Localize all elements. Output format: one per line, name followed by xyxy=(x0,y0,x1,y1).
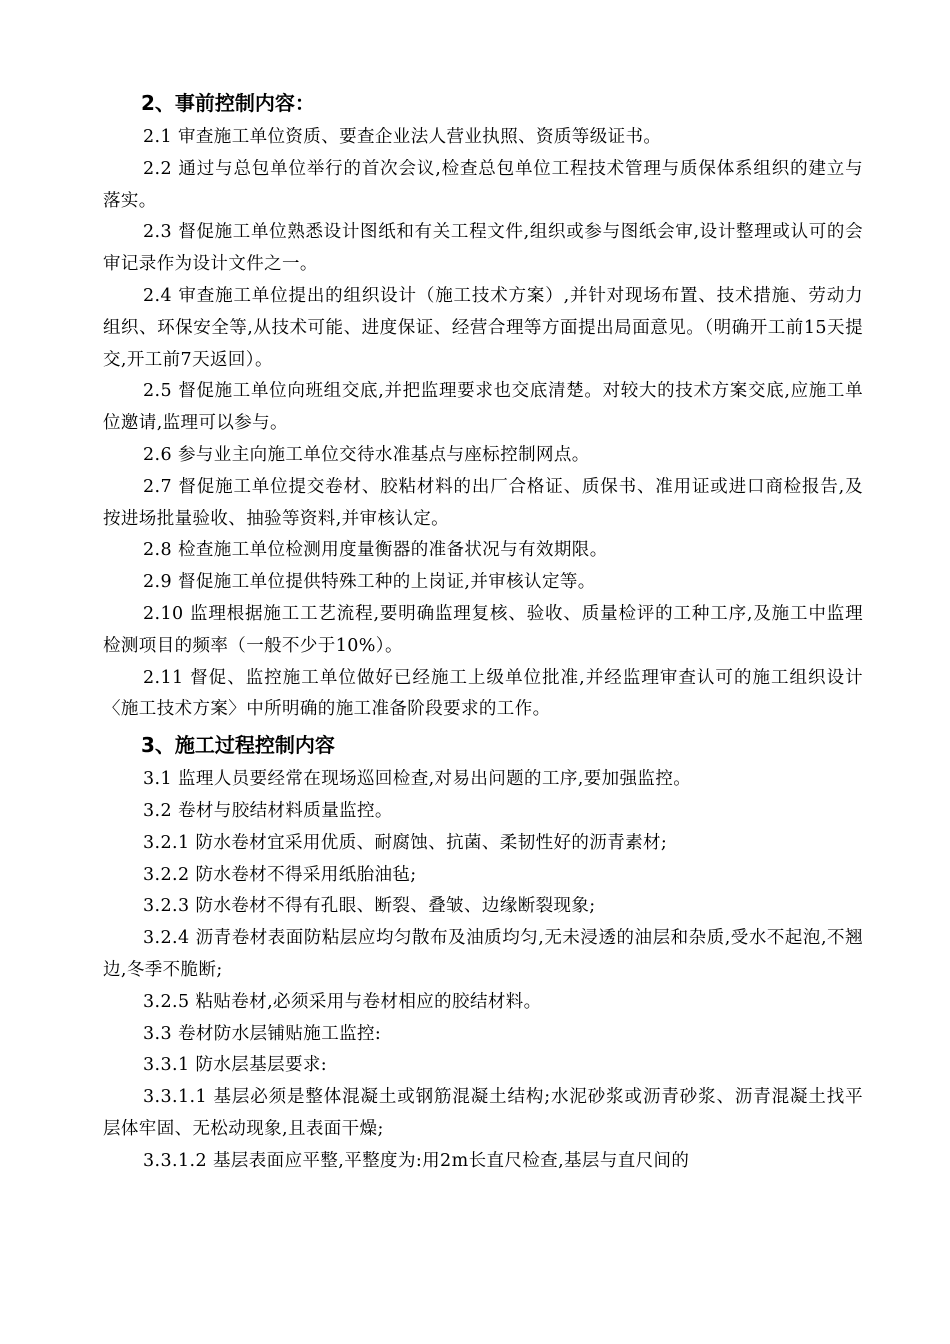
paragraph-3-3-1-2: 3.3.1.2 基层表面应平整,平整度为:用2m长直尺检查,基层与直尺间的 xyxy=(143,1150,690,1171)
paragraph-2-5: 2.5 督促施工单位向班组交底,并把监理要求也交底清楚。对较大的技术方案交底,应施工单位邀请,监理可以参与。 xyxy=(103,381,863,434)
paragraph-3-3: 3.3 卷材防水层铺贴施工监控: xyxy=(143,1023,382,1044)
paragraph-2-6: 2.6 参与业主向施工单位交待水准基点与座标控制网点。 xyxy=(143,444,590,465)
paragraph-2-2: 2.2 通过与总包单位举行的首次会议,检查总包单位工程技术管理与质保体系组织的建立与落实。 xyxy=(103,158,863,211)
paragraph-3-3-1: 3.3.1 防水层基层要求: xyxy=(143,1055,328,1076)
paragraph-2-10: 2.10 监理根据施工工艺流程,要明确监理复核、验收、质量检评的工种工序,及施工中监理检测项目的频率（一般不少于10%）。 xyxy=(103,603,863,656)
paragraph-2-9: 2.9 督促施工单位提供特殊工种的上岗证,并审核认定等。 xyxy=(143,572,596,593)
paragraph-3-3-1-1: 3.3.1.1 基层必须是整体混凝土或钢筋混凝土结构;水泥砂浆或沥青砂浆、沥青混凝土找平层体牢固、无松动现象,且表面干燥; xyxy=(103,1087,863,1139)
paragraph-2-4: 2.4 审查施工单位提出的组织设计（施工技术方案）,并针对现场布置、技术措施、劳动力组织、环保安全等,从技术可能、进度保证、经营合理等方面提出局面意见。（明确开工前15天提交,开工前7天返回）。 xyxy=(103,285,863,370)
paragraph-3-2-3: 3.2.3 防水卷材不得有孔眼、断裂、叠皱、边缘断裂现象; xyxy=(143,896,596,917)
paragraph-2-3: 2.3 督促施工单位熟悉设计图纸和有关工程文件,组织或参与图纸会审,设计整理或认可的会审记录作为设计文件之一。 xyxy=(103,222,863,275)
document-body xyxy=(103,84,863,1178)
paragraph-3-2-1: 3.2.1 防水卷材宜采用优质、耐腐蚀、抗菌、柔韧性好的沥青素材; xyxy=(143,832,668,853)
paragraph-3-2-4: 3.2.4 沥青卷材表面防粘层应均匀散布及油质均匀,无未浸透的油层和杂质,受水不起泡,不翘边,冬季不脆断; xyxy=(103,928,863,980)
section-3-heading: 3、施工过程控制内容 xyxy=(141,733,335,758)
paragraph-3-2: 3.2 卷材与胶结材料质量监控。 xyxy=(143,800,393,821)
paragraph-3-2-2: 3.2.2 防水卷材不得采用纸胎油毡; xyxy=(143,864,417,885)
section-2-heading: 2、事前控制内容： xyxy=(141,91,315,115)
paragraph-2-1: 2.1 审查施工单位资质、要查企业法人营业执照、资质等级证书。 xyxy=(143,127,662,147)
paragraph-2-7: 2.7 督促施工单位提交卷材、胶粘材料的出厂合格证、质保书、准用证或进口商检报告,及按进场批量验收、抽验等资料,并审核认定。 xyxy=(103,476,863,529)
paragraph-2-8: 2.8 检查施工单位检测用度量衡器的准备状况与有效期限。 xyxy=(143,540,608,561)
paragraph-3-1: 3.1 监理人员要经常在现场巡回检查,对易出问题的工序,要加强监控。 xyxy=(143,769,692,790)
paragraph-2-11: 2.11 督促、监控施工单位做好已经施工上级单位批准,并经监理审查认可的施工组织设计〈施工技术方案〉中所明确的施工准备阶段要求的工作。 xyxy=(103,667,863,720)
paragraph-3-2-5: 3.2.5 粘贴卷材,必须采用与卷材相应的胶结材料。 xyxy=(143,991,542,1012)
